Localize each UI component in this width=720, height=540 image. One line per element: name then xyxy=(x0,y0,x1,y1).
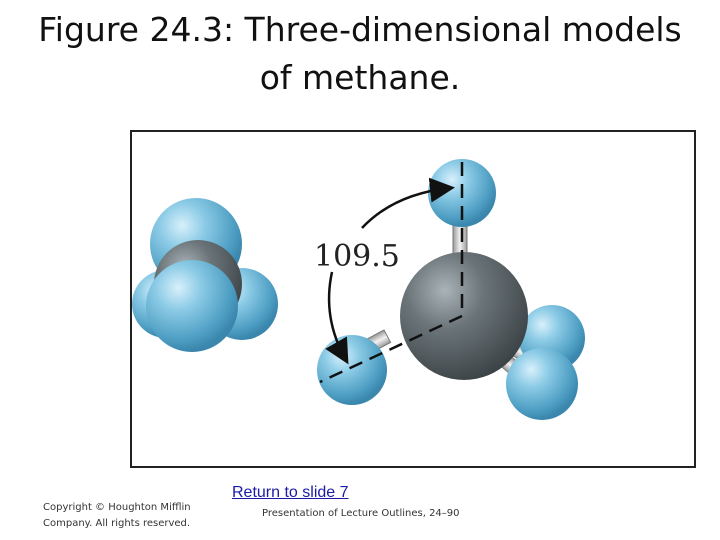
copyright-line-1: Copyright © Houghton Mifflin xyxy=(43,502,191,513)
presentation-note: Presentation of Lecture Outlines, 24–90 xyxy=(262,508,460,519)
slide-title-line-1: Figure 24.3: Three-dimensional models xyxy=(38,10,682,49)
methane-figure xyxy=(130,130,696,468)
copyright-notice xyxy=(43,500,233,532)
copyright-line-2: Company. All rights reserved. xyxy=(43,518,191,529)
hydrogen-atom xyxy=(146,260,238,352)
space-filling-model xyxy=(132,198,278,352)
return-to-slide-link[interactable]: Return to slide 7 xyxy=(232,484,349,501)
hydrogen-atom xyxy=(317,335,387,405)
slide-title xyxy=(20,6,700,102)
ball-and-stick-model xyxy=(314,159,585,420)
bond-angle-label: 109.5 xyxy=(314,239,400,274)
carbon-atom xyxy=(400,252,528,380)
hydrogen-atom xyxy=(506,348,578,420)
slide-title-line-2: of methane. xyxy=(259,58,461,97)
methane-illustration xyxy=(132,132,694,466)
